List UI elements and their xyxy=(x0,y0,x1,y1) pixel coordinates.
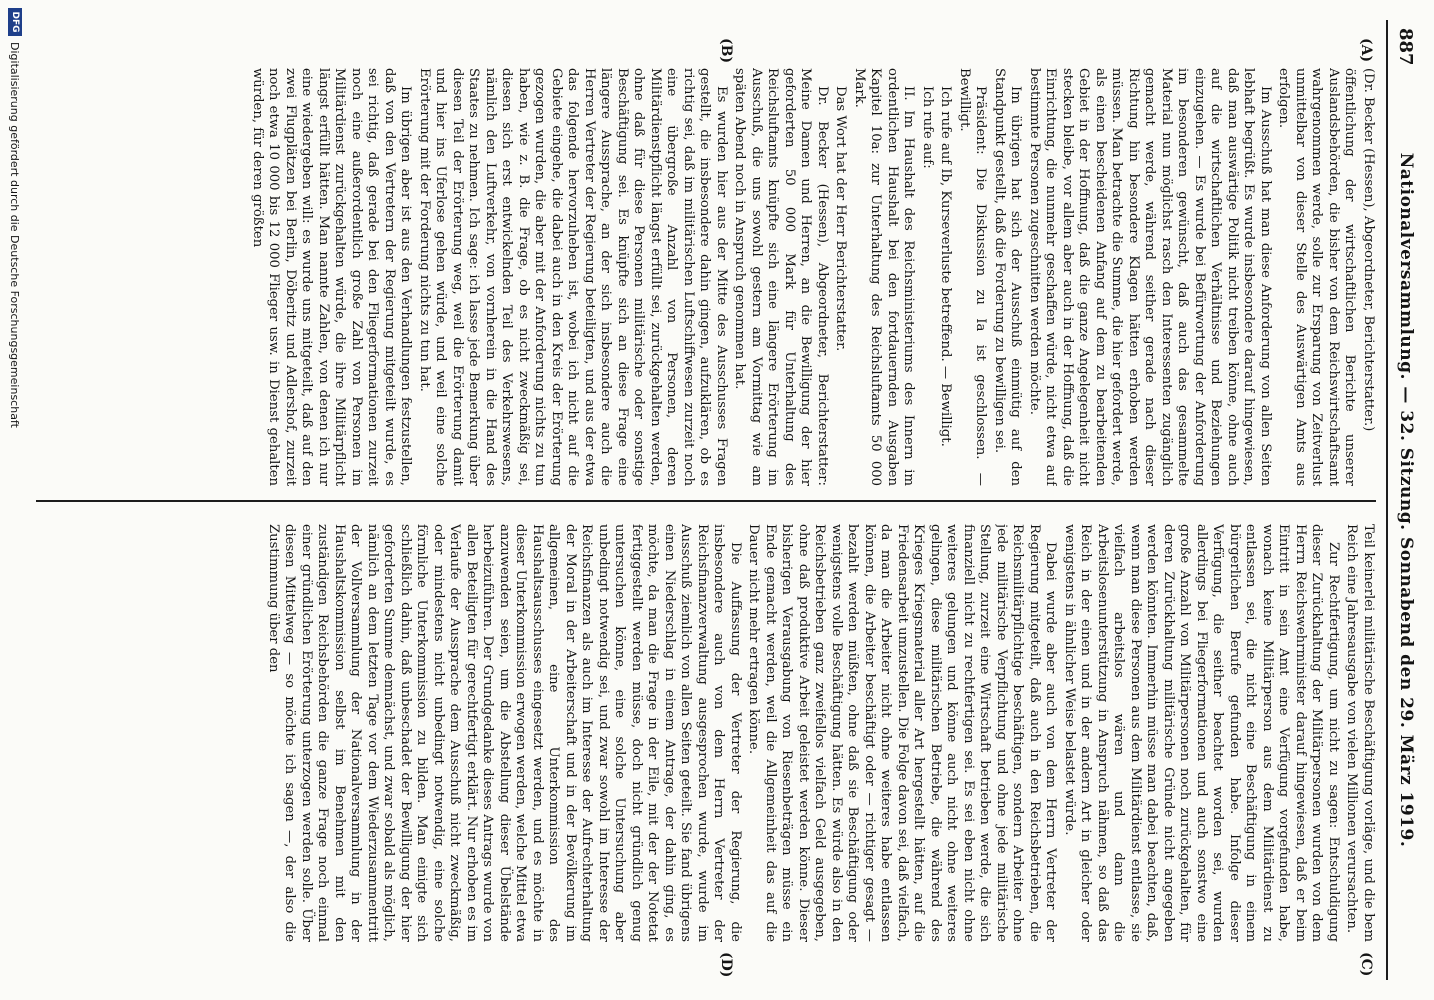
paragraph: Im übrigen aber ist aus den Verhandlungen festzustellen, daß von den Vertretern der Regierung mitgeteilt wurde, es sei richtig, daß gerade bei den Fliegerformationen zurzeit noch eine außerordentlich große Zahl von Personen im Militärdienst zurückgehalten würde, die ihre Militärpflicht längst erfüllt hätten. Man nannte Zahlen, von denen ich nur eine wiedergeben will: es wurde uns mitgeteilt, daß auf den zwei Flugplätzen bei Berlin, Döberitz und Adlershof, zurzeit noch etwa 10 000 bis 12 000 Flieger usw. in Dienst gehalten würden, für deren größten xyxy=(250,68,414,486)
left-column xyxy=(36,68,1376,486)
margin-letter-a: (A) xyxy=(1358,38,1374,63)
paragraph: Präsident: Die Diskussion zu Ia ist geschlossen. — Bewilligt. xyxy=(957,68,989,486)
paragraph: II. Im Haushalt des Reichsministeriums des Innern im ordentlichen Haushalt bei den fortdauernden Ausgaben Kapitel 10a: zur Unterhaltung des Reichsluftamts 50 000 Mark. xyxy=(852,68,917,486)
header-rule xyxy=(1386,20,1388,980)
right-column xyxy=(36,524,1376,942)
page-number: 887 xyxy=(1395,28,1416,66)
paragraph: Das Wort hat der Herr Berichterstatter. xyxy=(833,86,849,352)
paragraph: Teil keinerlei militärische Beschäftigung vorläge, und die bem Reich eine Jahresausgabe von vielen Millionen verursachten. xyxy=(1344,524,1376,942)
page-header xyxy=(1384,20,1424,980)
margin-letter-d: (D) xyxy=(718,952,734,978)
margin-letter-c: (C) xyxy=(1358,952,1374,977)
paragraph: Im Ausschuß hat man diese Anforderung von allen Seiten lebhaft begrüßt. Es wurde insbesondere darauf hingewiesen, daß man auswärtige Politik nicht treiben könne, ohne auch auf die wirtschaftlichen Verhältnisse und Beziehungen einzugehen. — Es wurde bei Befürwortung der Anforderung im besonderen gewünscht, daß auch das gesammelte Material nun möglichst rasch den Interessenten zugänglich gemacht werde, während seither gerade nach dieser Richtung hin besondere Klagen hätten erhoben werden müssen. Man betrachte die Summe, die hier gefordert werde, als einen bescheidenen Anfang auf dem zu bearbeitenden Gebiet in der Hoffnung, daß die ganze Angelegenheit nicht stecken bleibe, vor allem aber auch in der Hoffnung, daß die Einrichtung, die nunmehr geschaffen würde, nicht etwa auf bestimmte Personen zugeschnitten werden möchte. xyxy=(1027,68,1273,486)
paragraph: (Dr. Becker (Hessen), Abgeordneter, Berichterstatter.) xyxy=(1361,68,1376,432)
paragraph: öffentlichung der wirtschaftlichen Berichte unserer Auslandsbehörden, die bisher von dem Reichswirtschaftsamt wahrgenommen werde, solle zur Ersparung von Zeitverlust unmittelbar von dieser Stelle des Auswärtigen Amts aus erfolgen. xyxy=(1276,68,1358,486)
paragraph: Es wurden hier aus der Mitte des Ausschusses Fragen gestellt, die insbesondere dahin gingen, aufzuklären, ob es richtig sei, daß im militärischen Luftschiffwesen zurzeit noch eine übergroße Anzahl von Personen, deren Militärdienstpflicht längst erfüllt sei, zurückgehalten werden, ohne daß für diese Personen militärische oder sonstige Beschäftigung sei. Es knüpfte sich an diese Frage eine längere Aussprache, an der sich insbesondere auch die Herren Vertreter der Regierung beteiligten, und aus der etwa das folgende hervorzuheben ist, wobei ich nicht auf die Gebiete eingehe, die dabei auch in den Kreis der Erörterung gezogen wurden, die aber mit der Anforderung nichts zu tun haben, wie z. B. die Frage, ob es nicht zweckmäßig sei, diesen sich erst entwickelnden Teil des Verkehrswesens, nämlich den Luftverkehr, von vornherein in die Hand des Staates zu nehmen. Ich sage: ich lasse jede Bemerkung über diesen Teil der Erörterung weg, weil die Erörterung damit und hier ins Uferlose gehen würde, und weil eine solche Erörterung mit der Forderung nichts zu tun hat. xyxy=(417,68,729,486)
paragraph: Im übrigen hat sich der Ausschuß einmütig auf den Standpunkt gestellt, daß die Forderung zu bewilligen sei. xyxy=(992,68,1024,486)
paragraph: Ich rufe auf: xyxy=(920,86,935,169)
paragraph: Ich rufe auf Ib, Kurseverluste betreffend. — Bewilligt. xyxy=(938,86,954,447)
paragraph: Zur Rechtfertigung, um nicht zu sagen: Entschuldigung dieser Zurückhaltung der Militärpersonen wurden von dem Herrn Reichswehrminister darauf hingewiesen, daß er beim Eintritt in sein Amt eine Verfügung vorgefunden habe, wonach keine Militärperson aus dem Militärdienst zu entlassen sei, die nicht eine Beschäftigung in einem bürgerlichen Berufe gefunden habe. Infolge dieser Verfügung, die seither beachtet worden sei, wurden allerdings bei Fliegerformationen und auch sonstwo eine große Anzahl von Militärpersonen noch zurückgehalten, für deren Zurückhaltung militärische Gründe nicht angegeben werden könnten. Immerhin müsse man dabei beachten, daß, wenn man diese Personen aus dem Militärdienst entlasse, sie vielfach arbeitslos wären und dann die Arbeitslosenunterstützung in Anspruch nähmen, so daß das Reich in der einen und in der andern Art in gleicher oder wenigstens in ähnlicher Weise belastet würde. xyxy=(1062,524,1341,942)
column-divider xyxy=(36,500,1376,502)
paragraph: Dr. Becker (Hessen), Abgeordneter, Berichterstatter: Meine Damen und Herren, an die Bewilligung der hier geforderten 50 000 Mark für Unterhaltung des Reichsluftamts knüpfte sich eine längere Erörterung im Ausschuß, die uns sowohl gestern am Vormittag wie am späten Abend noch in Anspruch genommen hat. xyxy=(732,68,830,486)
paragraph: Dabei wurde aber auch von dem Herrn Vertreter der Regierung mitgeteilt, daß auch in den Reichsbetrieben, die Reichsmilitärpflichtige beschäftigen, sondern Arbeiter ohne jede militärische Verpflichtung und ohne jede militärische Stellung, zurzeit eine Wirtschaft betrieben werde, die sich finanziell nicht zu rechtfertigen sei. Es sei eben nicht ohne weiteres gelungen und könne auch nicht ohne weiteres gelingen, diese militärischen Betriebe, die während des Krieges Kriegsmaterial aller Art hergestellt hätten, auf die Friedensarbeit umzustellen. Die Folge davon sei, daß vielfach, da man die Arbeiter nicht ohne weiteres habe entlassen können, die Arbeiter beschäftigt oder — richtiger gesagt — bezahlt werden müßten, ohne daß sie Beschäftigung oder wenigstens volle Beschäftigung hätten. Es würde also in den Reichsbetrieben ganz zweifellos vielfach Geld ausgegeben, ohne daß produktive Arbeit geleistet werden könne. Dieser bisherigen Verausgabung von Riesenbeträgen müsse ein Ende gemacht werden, weil die Allgemeinheit das auf die Dauer nicht mehr ertragen könne. xyxy=(746,524,1059,942)
margin-letter-b: (B) xyxy=(718,38,734,64)
running-title: Nationalversammlung. — 32. Sitzung. Sonnabend den 29. März 1919. xyxy=(1396,152,1416,848)
dfg-logo: DFG xyxy=(8,8,22,36)
footer-text: Digitalisierung gefördert durch die Deutsche Forschungsgemeinschaft xyxy=(8,42,21,428)
paragraph: Die Auffassung der Vertreter der Regierung, die insbesondere auch von dem Herrn Vertreter der Reichsfinanzverwaltung ausgesprochen wurde, wurde im Ausschuß ziemlich von allen Seiten geteilt. Sie fand übrigens einen Niederschlag in einem Antrage, der dahin ging, es möchte, da man die Frage in der Eile, mit der der Notetat fertiggestellt werden müsse, doch nicht gründlich genug untersuchen könne, eine solche Untersuchung aber unbedingt notwendig sei, und zwar sowohl im Interesse der Reichsfinanzen als auch im Interesse der Aufrechterhaltung der Moral in der Arbeiterschaft und in der Bevölkerung im allgemeinen, eine Unterkommission des Haushaltsausschusses eingesetzt werden, und es möchte in dieser Unterkommission erwogen werden, welche Mittel etwa anzuwenden seien, um die Abstellung dieser Übelstände herbeizuführen. Der Grundgedanke dieses Antrags wurde von allen Beteiligten für gerechtfertigt erklärt. Nur erhoben es im Verlaufe der Aussprache dem Ausschuß nicht zweckmäßig, oder mindestens nicht unbedingt notwendig, eine solche förmliche Unterkommission zu bilden. Man einigte sich schließlich dahin, daß unbeschadet der Bewilligung der hier geforderten Summe demnächst, und zwar sobald als möglich, nämlich an dem letzten Tage vor dem Wiederzusammentritt der Vollversammlung der Nationalversammlung in der Haushaltskommission selbst im Benehmen mit den zuständigen Reichsbehörden die ganze Frage noch einmal einer gründlichen Erörterung unterzogen werden solle. Über diesen Mittelweg — so möchte ich sagen —, der also die Zustimmung über den xyxy=(266,524,743,942)
footer xyxy=(2,0,26,1000)
